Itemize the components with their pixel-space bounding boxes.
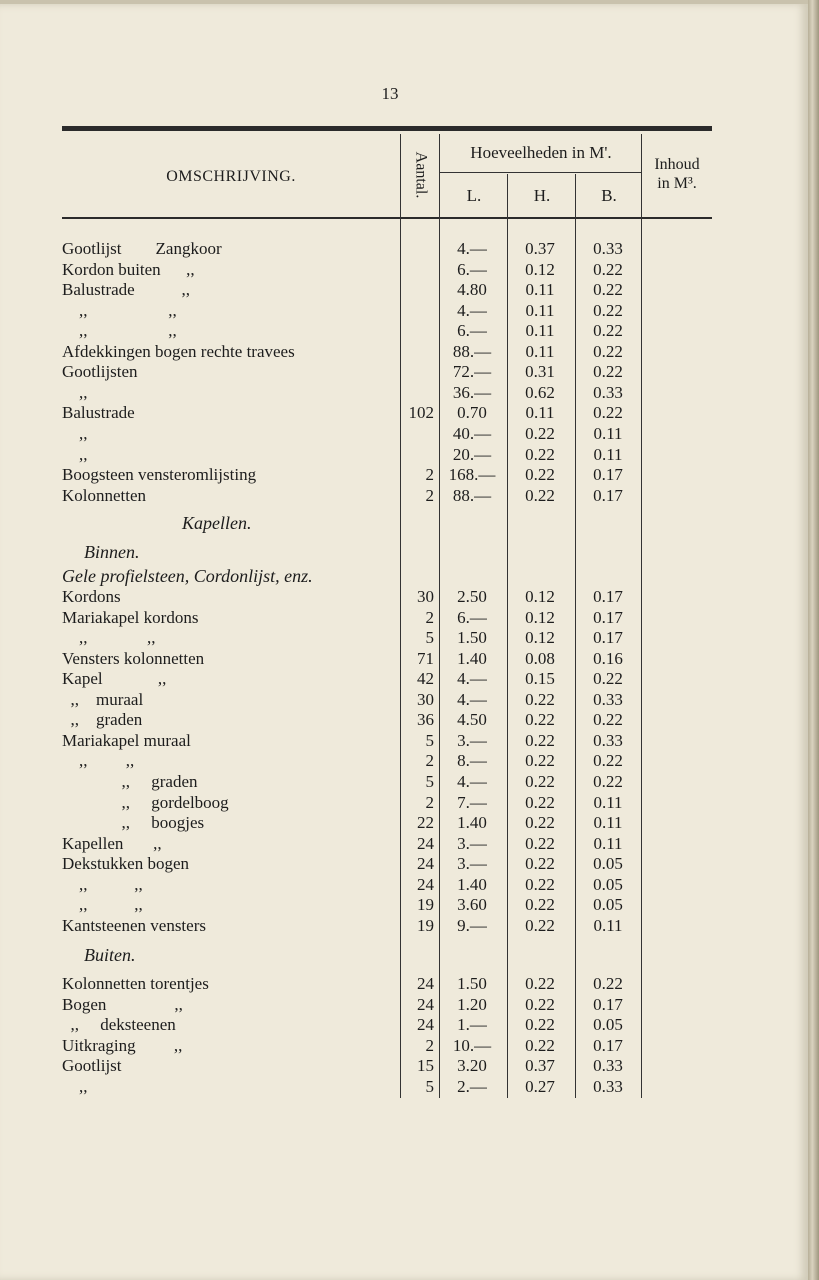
row-description: ,, ,, [62,300,177,320]
row-width: 0.17 [593,587,623,606]
row-height: 0.11 [525,341,555,361]
table-row [62,994,712,1015]
row-length: 1.20 [457,994,487,1014]
header-hoeveelheden: Hoeveelheden in M'. [470,143,612,162]
table-row [62,874,712,895]
row-description: Vensters kolonnetten [62,648,205,668]
row-aantal: 24 [417,854,434,874]
row-aantal: 19 [417,895,434,915]
row-length: 9.— [457,915,487,935]
row-description: ,, ,, [62,874,143,894]
row-aantal: 30 [417,689,434,709]
row-height: 0.22 [525,444,555,464]
row-length: 88.— [452,341,492,361]
row-length: 4.50 [457,710,487,730]
row-height: 0.27 [525,1076,555,1096]
table-row [62,238,712,259]
row-width: 0.11 [593,423,623,443]
row-width: 0.17 [593,628,623,648]
row-width: 0.16 [593,648,623,668]
section-binnen: Binnen. [84,542,140,562]
table-row [62,320,712,341]
table-row [62,423,712,444]
row-width: 0.17 [593,1035,623,1055]
row-width: 0.11 [593,833,623,853]
row-height: 0.22 [525,751,555,771]
table-row [62,730,712,751]
row-aantal: 24 [417,833,434,853]
row-description: ,, graden [62,710,143,730]
row-description: ,, gordelboog [62,792,229,812]
row-height: 0.11 [525,280,555,300]
row-length: 4.— [457,300,487,320]
row-width: 0.33 [593,382,623,402]
row-description: Kolonnetten [62,485,147,505]
row-length: 40.— [452,423,492,443]
row-height: 0.12 [525,587,555,606]
row-aantal: 102 [408,403,434,423]
table-row [62,709,712,730]
row-height: 0.12 [525,259,555,279]
row-height: 0.12 [525,628,555,648]
row-description: ,, boogjes [62,813,205,833]
row-description: Uitkraging ,, [62,1035,183,1055]
row-description: Kapel ,, [62,669,167,689]
row-description: ,, [62,423,88,443]
row-aantal: 5 [425,730,434,750]
table-row [62,1035,712,1056]
row-height: 0.22 [525,1015,555,1035]
row-length: 2.— [457,1076,487,1096]
row-description: ,, graden [62,771,198,791]
table-row [62,627,712,648]
row-height: 0.22 [525,689,555,709]
row-height: 0.22 [525,854,555,874]
header-col-l: L. [466,186,482,205]
row-height: 0.22 [525,1035,555,1055]
row-width: 0.22 [593,259,623,279]
table-row [62,464,712,485]
row-width: 0.11 [593,444,623,464]
row-width: 0.22 [593,751,623,771]
section-gele-profielsteen: Gele profielsteen, Cordonlijst, enz. [62,566,313,586]
row-height: 0.22 [525,730,555,750]
row-width: 0.17 [593,607,623,627]
row-length: 4.— [457,239,487,258]
header-bottom-rule [62,217,712,219]
row-height: 0.22 [525,465,555,485]
table-row [62,444,712,465]
row-length: 1.40 [457,648,487,668]
row-width: 0.22 [593,710,623,730]
header-sub-rule [440,172,642,173]
row-length: 3.— [457,854,487,874]
row-height: 0.22 [525,994,555,1014]
header-aantal-label: Aantal. [412,151,429,199]
row-length: 6.— [457,321,487,341]
row-aantal: 71 [417,648,434,668]
table-row [62,915,712,936]
row-length: 2.50 [457,587,487,606]
row-width: 0.22 [593,669,623,689]
table-row [62,833,712,854]
row-description: ,, [62,444,88,464]
row-aantal: 2 [425,465,434,485]
row-description: ,, ,, [62,895,143,915]
row-description: ,, deksteenen [62,1015,176,1035]
row-height: 0.22 [525,895,555,915]
row-width: 0.33 [593,1076,623,1096]
table-row [62,279,712,300]
row-height: 0.37 [525,1056,555,1076]
row-width: 0.22 [593,362,623,382]
row-width: 0.22 [593,974,623,993]
row-description: Kolonnetten torentjes [62,974,209,993]
row-height: 0.11 [525,321,555,341]
row-width: 0.22 [593,321,623,341]
row-width: 0.22 [593,341,623,361]
row-length: 1.— [457,1015,487,1035]
row-length: 1.50 [457,974,487,993]
row-width: 0.33 [593,730,623,750]
row-length: 3.— [457,833,487,853]
table-row [62,485,712,506]
row-height: 0.12 [525,607,555,627]
row-width: 0.05 [593,854,623,874]
header-aantal [402,136,438,214]
row-width: 0.05 [593,1015,623,1035]
row-length: 10.— [452,1035,492,1055]
row-aantal: 30 [417,587,434,606]
row-width: 0.11 [593,915,623,935]
table-row [62,341,712,362]
table-row [62,894,712,915]
row-length: 0.70 [457,403,487,423]
row-aantal: 2 [425,751,434,771]
row-height: 0.11 [525,403,555,423]
row-length: 1.40 [457,813,487,833]
row-width: 0.05 [593,895,623,915]
row-aantal: 24 [417,974,434,993]
row-height: 0.37 [525,239,555,258]
row-width: 0.05 [593,874,623,894]
row-aantal: 24 [417,874,434,894]
row-description: Kordons [62,587,121,606]
header-col-b: B. [601,186,617,205]
table-row [62,586,712,607]
row-length: 4.— [457,689,487,709]
row-description: ,, ,, [62,628,156,648]
row-length: 4.80 [457,280,487,300]
row-height: 0.08 [525,648,555,668]
row-description: ,, [62,382,88,402]
row-width: 0.17 [593,465,623,485]
row-description: Mariakapel muraal [62,730,191,750]
row-height: 0.31 [525,362,555,382]
row-aantal: 24 [417,994,434,1014]
row-aantal: 5 [425,771,434,791]
row-description: Balustrade ,, [62,280,190,300]
row-aantal: 5 [425,1076,434,1096]
table-row [62,792,712,813]
row-aantal: 2 [425,485,434,505]
row-height: 0.22 [525,915,555,935]
row-width: 0.11 [593,813,623,833]
row-width: 0.22 [593,403,623,423]
row-length: 3.20 [457,1056,487,1076]
row-description: ,, ,, [62,751,135,771]
table-row [62,750,712,771]
row-height: 0.11 [525,300,555,320]
header-omschrijving: OMSCHRIJVING. [166,168,296,185]
row-length: 88.— [452,485,492,505]
table-row [62,771,712,792]
row-height: 0.22 [525,771,555,791]
header-inhoud-line2: in M³. [657,175,697,192]
row-description: Kapellen ,, [62,833,162,853]
table-row [62,973,712,994]
row-length: 7.— [457,792,487,812]
row-height: 0.22 [525,423,555,443]
table-row [62,1055,712,1076]
row-length: 36.— [452,382,492,402]
row-description: Bogen ,, [62,994,183,1014]
row-aantal: 36 [417,710,434,730]
row-description: Gootlijsten [62,362,138,382]
row-width: 0.22 [593,280,623,300]
row-length: 1.50 [457,628,487,648]
row-aantal: 2 [425,1035,434,1055]
section-buiten: Buiten. [84,945,136,965]
row-length: 4.— [457,669,487,689]
row-description: Gootlijst Zangkoor [62,239,222,258]
row-description: ,, [62,1076,88,1096]
row-height: 0.22 [525,974,555,993]
row-description: ,, muraal [62,689,144,709]
row-length: 168.— [448,465,496,485]
table-row [62,689,712,710]
row-aantal: 2 [425,607,434,627]
table-row [62,382,712,403]
row-height: 0.22 [525,792,555,812]
page-number: 13 [381,84,399,103]
row-aantal: 15 [417,1056,434,1076]
row-height: 0.22 [525,874,555,894]
row-length: 3.60 [457,895,487,915]
header-top-rule [62,126,712,131]
row-length: 72.— [452,362,492,382]
row-height: 0.62 [525,382,555,402]
row-height: 0.15 [525,669,555,689]
row-width: 0.22 [593,771,623,791]
row-length: 8.— [457,751,487,771]
header-col-h: H. [533,186,551,205]
row-aantal: 2 [425,792,434,812]
row-description: ,, ,, [62,321,177,341]
row-description: Kantsteenen vensters [62,915,206,935]
table-row [62,812,712,833]
row-description: Balustrade [62,403,135,423]
row-description: Mariakapel kordons [62,607,199,627]
row-width: 0.33 [593,239,623,258]
row-aantal: 42 [417,669,434,689]
header-inhoud-line1: Inhoud [654,156,700,173]
row-description: Dekstukken bogen [62,854,190,874]
row-length: 20.— [452,444,492,464]
row-description: Boogsteen vensteromlijsting [62,465,257,485]
row-width: 0.22 [593,300,623,320]
row-width: 0.33 [593,689,623,709]
row-aantal: 19 [417,915,434,935]
table-row [62,300,712,321]
row-width: 0.17 [593,485,623,505]
row-description: Gootlijst [62,1056,122,1076]
row-height: 0.22 [525,485,555,505]
row-length: 1.40 [457,874,487,894]
row-aantal: 5 [425,628,434,648]
row-length: 3.— [457,730,487,750]
row-width: 0.17 [593,994,623,1014]
section-kapellen: Kapellen. [182,513,252,533]
row-aantal: 22 [417,813,434,833]
table-row [62,361,712,382]
table-row [62,259,712,280]
page-edge [808,0,819,1280]
row-height: 0.22 [525,813,555,833]
table-row [62,402,712,423]
row-description: Kordon buiten ,, [62,259,195,279]
table-row [62,648,712,669]
row-description: Afdekkingen bogen rechte travees [62,341,295,361]
table-row [62,1076,712,1097]
row-length: 4.— [457,771,487,791]
row-width: 0.33 [593,1056,623,1076]
row-length: 6.— [457,607,487,627]
row-length: 6.— [457,259,487,279]
row-height: 0.22 [525,833,555,853]
row-height: 0.22 [525,710,555,730]
row-aantal: 24 [417,1015,434,1035]
header-inhoud [642,155,712,193]
table-row [62,853,712,874]
table-row [62,1014,712,1035]
row-width: 0.11 [593,792,623,812]
table-row [62,607,712,628]
table-row [62,668,712,689]
